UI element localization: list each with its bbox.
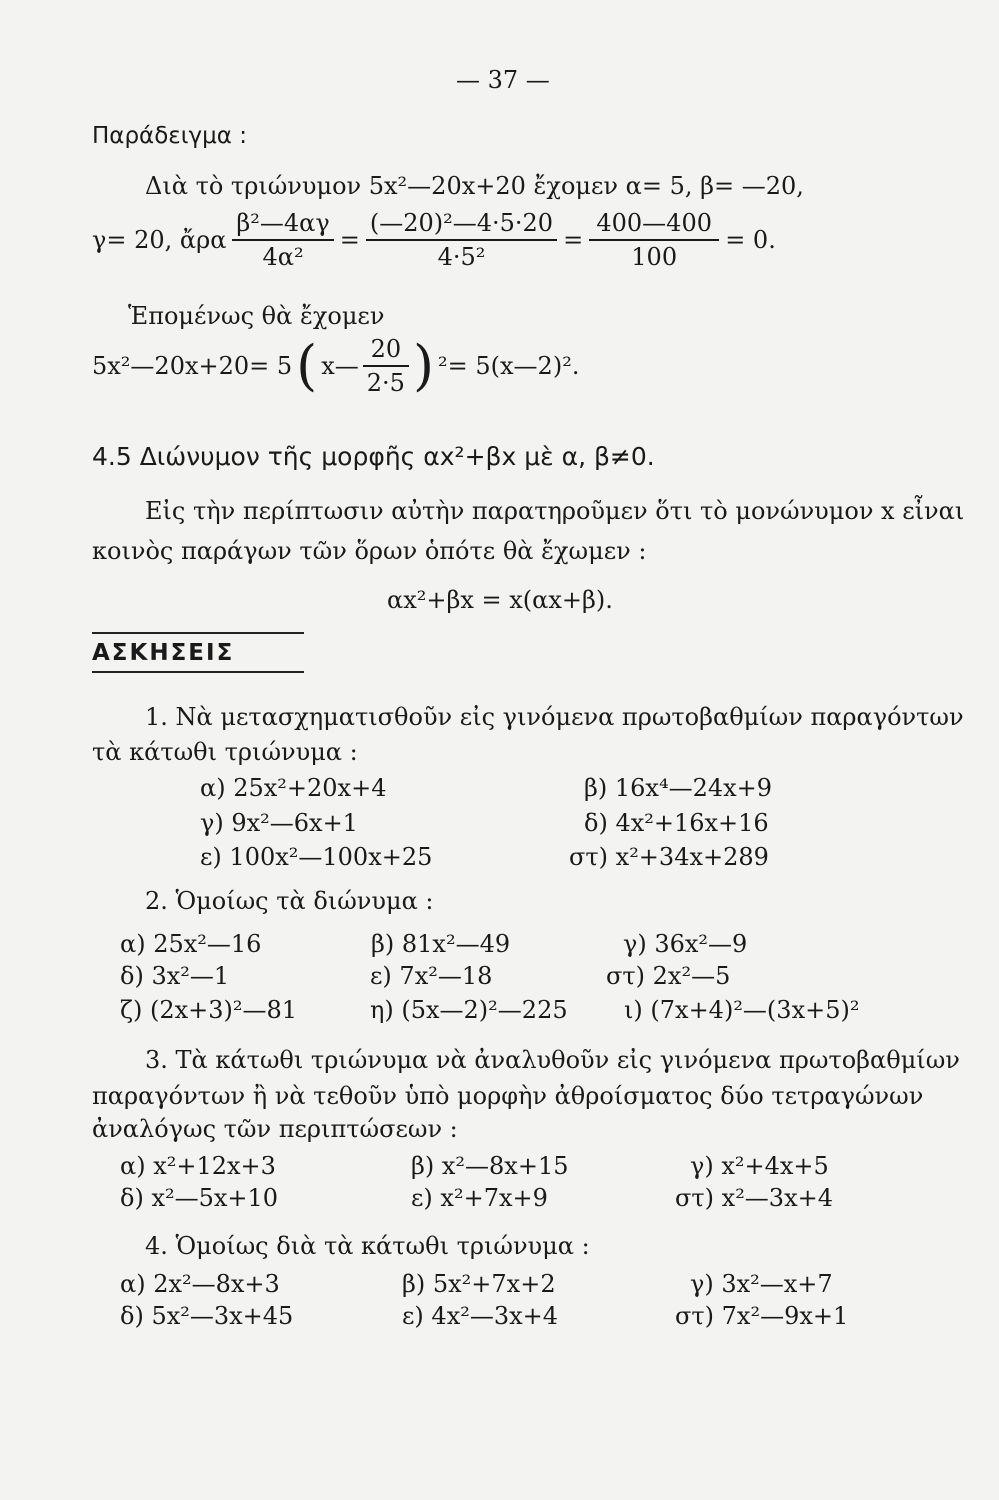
equals-sign: = [563, 226, 584, 254]
exercise-4-item: ε) 4x²—3x+4 [402, 1302, 559, 1330]
exercise-3-line2: παραγόντων ἢ νὰ τεθοῦν ὑπὸ μορφὴν ἀθροίσματος δύο τετραγώνων [92, 1082, 924, 1110]
exercise-1-item: στ) x²+34x+289 [569, 843, 769, 871]
exercise-4-item: α) 2x²—8x+3 [120, 1270, 280, 1298]
exercises-rule-bottom [92, 671, 304, 673]
exercise-3-item: στ) x²—3x+4 [675, 1184, 833, 1212]
exercise-2-item: ζ) (2x+3)²—81 [120, 996, 298, 1024]
x-minus: x— [321, 352, 359, 380]
exercise-1-item: γ) 9x²—6x+1 [200, 809, 358, 837]
exercise-4-item: β) 5x²+7x+2 [402, 1270, 556, 1298]
fraction-denominator: 2·5 [366, 369, 405, 397]
section-formula: αx²+βx = x(αx+β). [387, 586, 613, 614]
exercise-4-item: γ) 3x²—x+7 [690, 1270, 833, 1298]
exercise-3-item: γ) x²+4x+5 [690, 1152, 829, 1180]
exercise-2-item: η) (5x—2)²—225 [370, 996, 568, 1024]
exercise-3-item: β) x²—8x+15 [411, 1152, 569, 1180]
exercise-4-item: στ) 7x²—9x+1 [675, 1302, 849, 1330]
exercise-2-item: δ) 3x²—1 [120, 962, 230, 990]
exercise-2-item: ι) (7x+4)²—(3x+5)² [624, 996, 860, 1024]
example-line2-suffix: = 0. [725, 226, 776, 254]
exercise-1-line1: 1. Νὰ μετασχηματισθοῦν εἰς γινόμενα πρωτοβαθμίων παραγόντων [145, 703, 964, 731]
fraction-substituted [366, 209, 557, 271]
exercise-3-line1: 3. Τὰ κάτωθι τριώνυμα νὰ ἀναλυθοῦν εἰς γινόμενα πρωτοβαθμίων [145, 1046, 960, 1074]
page-number: — 37 — [456, 66, 550, 94]
exercise-4-item: δ) 5x²—3x+45 [120, 1302, 294, 1330]
exercise-1-line2: τὰ κάτωθι τριώνυμα : [92, 738, 358, 766]
example-heading: Παράδειγμα : [92, 123, 247, 149]
exercise-2-line1: 2. Ὁμοίως τὰ διώνυμα : [145, 887, 434, 915]
fraction-half-b [363, 335, 409, 397]
exercise-1-item: δ) 4x²+16x+16 [584, 809, 769, 837]
equals-sign: = [339, 226, 360, 254]
section-paragraph-line2: κοινὸς παράγων τῶν ὅρων ὁπότε θὰ ἔχωμεν : [92, 537, 647, 565]
example-line3-prefix: 5x²—20x+20= 5 [92, 352, 293, 380]
example-line2-prefix: γ= 20, ἄρα [92, 226, 227, 254]
exercises-title: ΑΣΚΗΣΕΙΣ [92, 640, 235, 666]
exercise-2-item: α) 25x²—16 [120, 930, 262, 958]
example-completed-square [92, 335, 579, 397]
exercise-4-line1: 4. Ὁμοίως διὰ τὰ κάτωθι τριώνυμα : [145, 1232, 590, 1260]
paren-open: ( [296, 334, 318, 397]
exercise-1-item: ε) 100x²—100x+25 [200, 843, 433, 871]
exercise-2-item: β) 81x²—49 [371, 930, 511, 958]
fraction-numerator: (—20)²—4·5·20 [366, 209, 557, 241]
example-line1: Διὰ τὸ τριώνυμον 5x²—20x+20 ἔχομεν α= 5, β= —20, [145, 172, 804, 200]
exercise-2-item: στ) 2x²—5 [606, 962, 731, 990]
exercises-rule-top [92, 632, 304, 634]
exercise-1-item: α) 25x²+20x+4 [200, 774, 387, 802]
section-paragraph-line1: Εἰς τὴν περίπτωσιν αὐτὴν παρατηροῦμεν ὅτι τὸ μονώνυμον x εἶναι [145, 497, 965, 525]
example-fraction-line [92, 209, 776, 271]
exercise-3-item: ε) x²+7x+9 [411, 1184, 548, 1212]
section-title: 4.5 Διώνυμον τῆς μορφῆς αx²+βx μὲ α, β≠0. [92, 442, 655, 471]
fraction-numerator: 20 [363, 335, 409, 367]
example-line3-suffix: ²= 5(x—2)². [438, 352, 580, 380]
fraction-discriminant [232, 209, 333, 271]
fraction-denominator: 4α² [262, 243, 304, 271]
example-hence: Ἑπομένως θὰ ἔχομεν [128, 302, 385, 330]
exercise-3-item: δ) x²—5x+10 [120, 1184, 279, 1212]
exercise-2-item: ε) 7x²—18 [370, 962, 493, 990]
fraction-denominator: 100 [631, 243, 678, 271]
exercise-1-item: β) 16x⁴—24x+9 [584, 774, 773, 802]
exercise-2-item: γ) 36x²—9 [623, 930, 748, 958]
exercise-3-line3: ἀναλόγως τῶν περιπτώσεων : [92, 1115, 458, 1143]
exercise-3-item: α) x²+12x+3 [120, 1152, 276, 1180]
fraction-denominator: 4·5² [437, 243, 486, 271]
fraction-numerator: 400—400 [589, 209, 719, 241]
fraction-numerator: β²—4αγ [232, 209, 333, 241]
paren-close: ) [412, 334, 435, 397]
fraction-result [589, 209, 719, 271]
